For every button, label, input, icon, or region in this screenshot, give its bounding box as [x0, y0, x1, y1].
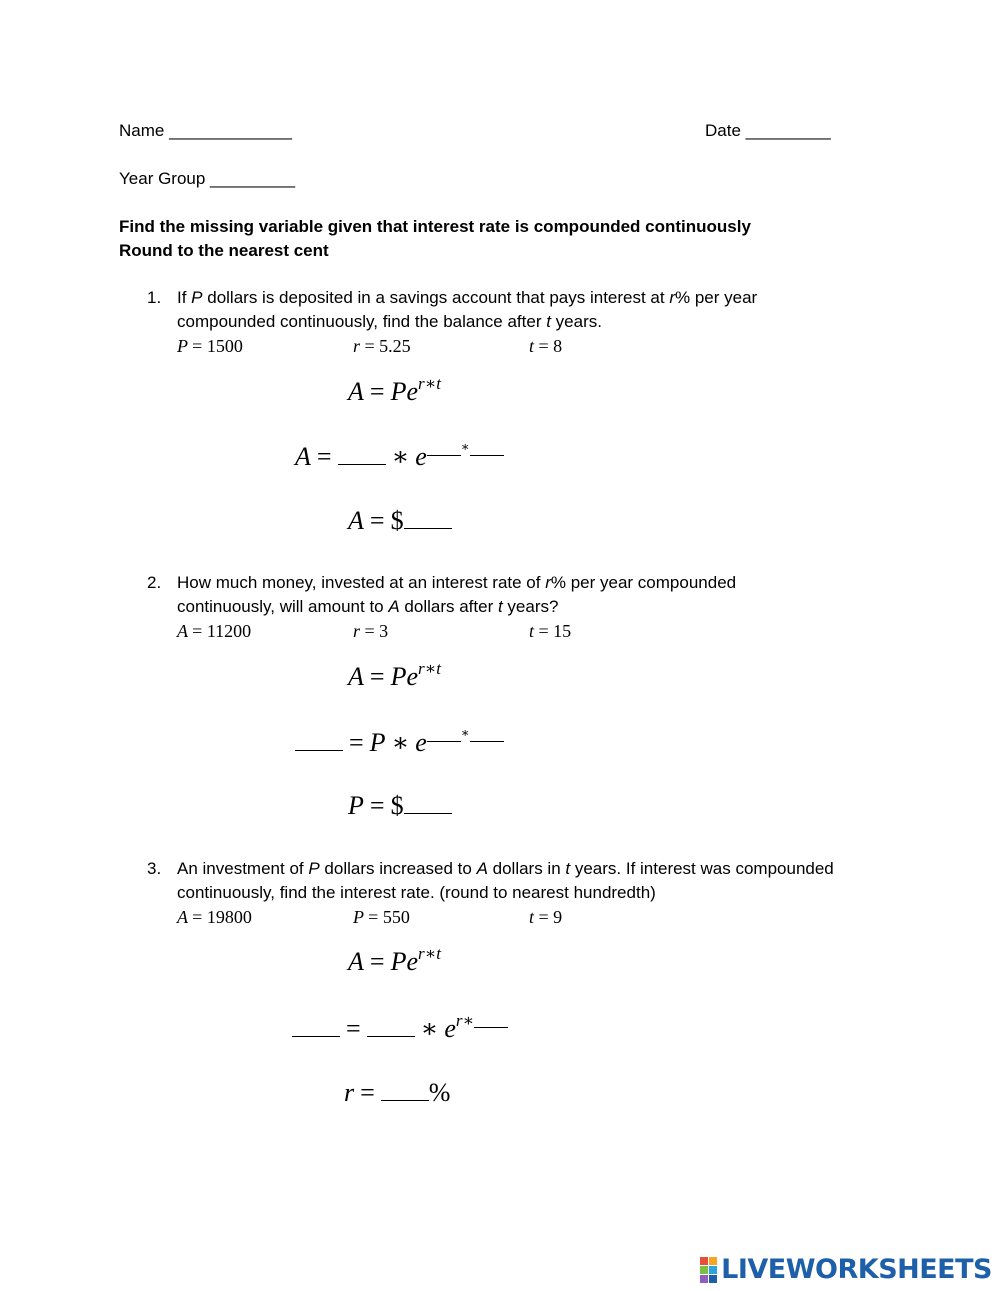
- p1-answer-blank[interactable]: [404, 510, 452, 529]
- problem-2-given-1: A = 11200: [177, 621, 252, 641]
- p3-answer-blank[interactable]: [381, 1082, 429, 1101]
- problem-2-given-3: t = 15: [529, 621, 572, 641]
- liveworksheets-logo: [700, 1254, 992, 1285]
- problem-3-formula: $A = Pe^{r∗t}$: [348, 944, 441, 976]
- instruction-line-1: Find the missing variable given that interest rate is compounded continuously: [119, 217, 751, 236]
- problem-3-text-line-2: continuously, find the interest rate. (round to nearest hundredth): [177, 883, 656, 902]
- problem-1-formula: $A = Pe^{r∗t}$: [348, 374, 441, 406]
- problem-1-text-line-2: compounded continuously, find the balance after t years.: [177, 312, 602, 331]
- p3-time-blank[interactable]: [474, 1017, 508, 1028]
- problem-3-text-line-1: An investment of P dollars increased to A dollars in t years. If interest was compounded: [177, 859, 834, 878]
- problem-3-number: 3.: [147, 859, 162, 878]
- problem-2-text-line-1: How much money, invested at an interest rate of r% per year compounded: [177, 573, 737, 592]
- problem-3-given-1: A = 19800: [177, 907, 252, 927]
- p1-rate-blank[interactable]: [427, 445, 461, 456]
- p2-answer-blank[interactable]: [404, 795, 452, 814]
- problem-2-text-line-2: continuously, will amount to A dollars after t years?: [177, 597, 559, 616]
- p1-time-blank[interactable]: [470, 445, 504, 456]
- p1-principal-blank[interactable]: [338, 446, 386, 465]
- problem-3-substitution: = ∗ $e^{r∗}$: [292, 1013, 508, 1045]
- p2-rate-blank[interactable]: [427, 731, 461, 742]
- name-field-label: Name _____________: [119, 121, 292, 140]
- problem-2-substitution: = P ∗ e ∗: [295, 727, 504, 759]
- p3-amount-blank[interactable]: [292, 1018, 340, 1037]
- problem-3-given-2: P = 550: [353, 907, 410, 927]
- problem-2-answer: P = $: [348, 790, 452, 822]
- problem-1-given-3: t = 8: [529, 336, 563, 356]
- problem-1-answer: A = $: [348, 505, 452, 537]
- date-field-label: Date _________: [705, 121, 831, 140]
- problem-3-given-3: t = 9: [529, 907, 563, 927]
- problem-1-given-2: r = 5.25: [353, 336, 411, 356]
- problem-1-given-1: P = 1500: [177, 336, 243, 356]
- p3-principal-blank[interactable]: [367, 1018, 415, 1037]
- problem-2-formula: $A = Pe^{r∗t}$: [348, 659, 441, 691]
- problem-3-answer: r = %: [344, 1078, 451, 1107]
- problem-2-number: 2.: [147, 573, 162, 592]
- p2-time-blank[interactable]: [470, 731, 504, 742]
- instruction-line-2: Round to the nearest cent: [119, 241, 329, 260]
- logo-blocks-icon: [700, 1257, 717, 1283]
- problem-1-substitution: A = ∗ e ∗: [295, 441, 504, 473]
- problem-1-number: 1.: [147, 288, 162, 307]
- problem-2-given-2: r = 3: [353, 621, 389, 641]
- year-group-field-label: Year Group _________: [119, 169, 296, 188]
- logo-text: LIVEWORKSHEETS: [721, 1254, 992, 1285]
- p2-amount-blank[interactable]: [295, 732, 343, 751]
- problem-1-text-line-1: If P dollars is deposited in a savings account that pays interest at r% per year: [177, 288, 758, 307]
